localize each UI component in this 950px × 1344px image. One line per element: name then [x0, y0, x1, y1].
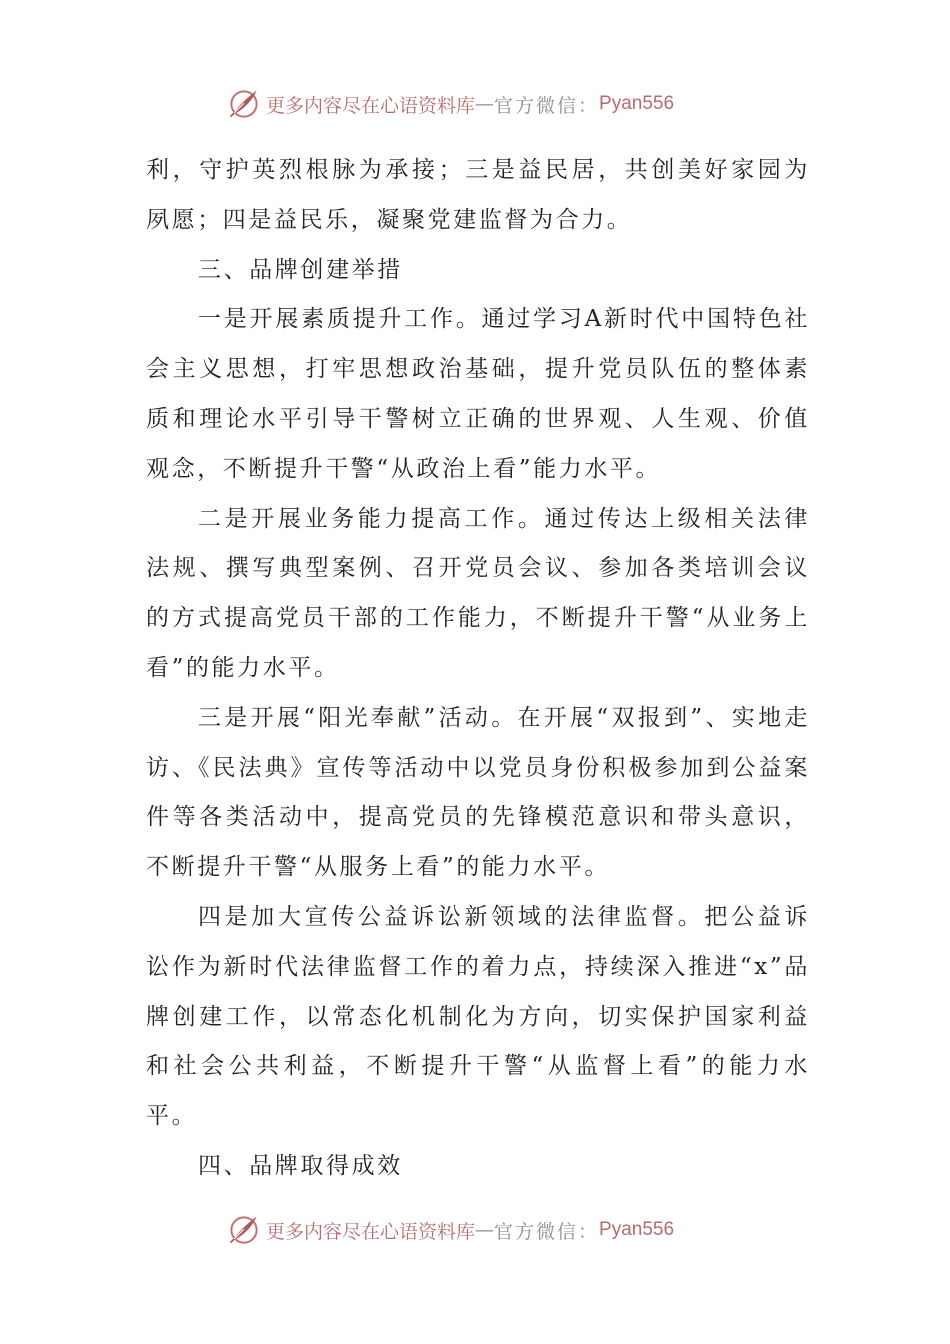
paragraph-quality-improvement: 一是开展素质提升工作。通过学习A新时代中国特色社会主义思想，打牢思想政治基础，提升党员队伍的整体素质和理论水平引导干警树立正确的世界观、人生观、价值观念，不断提升干警“从政治上看”能力水平。	[146, 306, 810, 482]
watermark-label: 官方微信：	[494, 1220, 600, 1243]
paragraph-business-ability: 二是开展业务能力提高工作。通过传达上级相关法律法规、撰写典型案例、召开党员会议、参加各类培训会议的方式提高党员干部的工作能力，不断提升干警“从业务上看”的能力水平。	[146, 505, 810, 681]
document-body	[146, 146, 810, 1192]
watermark-wechat-id: Pyan556	[599, 93, 675, 114]
footer-watermark	[226, 1210, 674, 1250]
paragraph-sunshine-dedication: 三是开展“阳光奉献”活动。在开展“双报到”、实地走访、《民法典》宣传等活动中以党员身份积极参加到公益案件等各类活动中，提高党员的先锋模范意识和带头意识，不断提升干警“从服务上看”的能力水平。	[146, 704, 810, 881]
watermark-separator: —	[475, 1219, 495, 1241]
watermark-site-name: 更多内容尽在心语资料库	[266, 1220, 476, 1243]
header-watermark	[226, 84, 674, 124]
watermark-site-name: 更多内容尽在心语资料库	[266, 94, 476, 117]
quill-pen-logo-icon	[226, 86, 262, 122]
watermark-wechat-id: Pyan556	[599, 1219, 675, 1240]
paragraph-public-interest-litigation: 四是加大宣传公益诉讼新领域的法律监督。把公益诉讼作为新时代法律监督工作的着力点，持续深入推进“x”品牌创建工作，以常态化机制化为方向，切实保护国家利益和社会公共利益，不断提升干警“从监督上看”的能力水平。	[146, 903, 811, 1130]
quill-pen-logo-icon	[226, 1212, 262, 1248]
watermark-label: 官方微信：	[494, 94, 600, 117]
section-heading-measures: 三、品牌创建举措	[198, 256, 403, 283]
section-heading-results: 四、品牌取得成效	[198, 1152, 403, 1179]
watermark-separator: —	[475, 93, 495, 115]
paragraph-continuation: 利，守护英烈根脉为承接；三是益民居，共创美好家园为夙愿；四是益民乐，凝聚党建监督为合力。	[146, 157, 810, 233]
